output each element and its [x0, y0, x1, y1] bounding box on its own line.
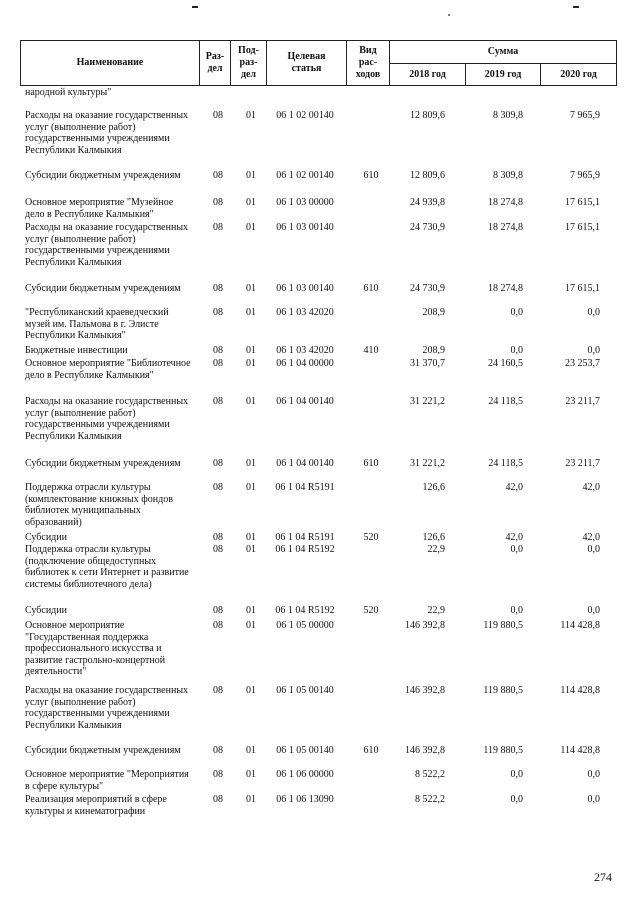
page-number: 274	[594, 870, 612, 884]
row-sum-2018: 22,9	[427, 544, 445, 555]
header-podrazdel: Под- раз- дел	[238, 45, 259, 80]
row-razdel: 08	[213, 794, 223, 805]
row-vid: 610	[363, 745, 379, 756]
header-celevaya: Целевая статья	[287, 51, 326, 74]
row-celevaya: 06 1 03 00140	[276, 283, 334, 294]
row-sum-2019: 42,0	[505, 532, 523, 543]
row-name: Основное мероприятие "Библиотечное дело в Республике Калмыкия"	[25, 358, 191, 381]
row-sum-2020: 0,0	[587, 345, 600, 356]
row-name: Субсидии бюджетным учреждениям	[25, 170, 181, 181]
row-name: Субсидии бюджетным учреждениям	[25, 458, 181, 469]
row-razdel: 08	[213, 222, 223, 233]
row-sum-2019: 119 880,5	[483, 620, 523, 631]
row-podrazdel: 01	[246, 745, 256, 756]
row-razdel: 08	[213, 358, 223, 369]
row-name: Расходы на оказание государственных услуг (выполнение работ) государственными учреждениями Республики Калмыкия	[25, 110, 189, 156]
row-sum-2018: 12 809,6	[410, 110, 445, 121]
row-sum-2018: 8 522,2	[415, 769, 445, 780]
row-podrazdel: 01	[246, 620, 256, 631]
row-sum-2019: 18 274,8	[488, 283, 523, 294]
row-podrazdel: 01	[246, 794, 256, 805]
row-celevaya: 06 1 04 R5192	[275, 605, 335, 616]
row-celevaya: 06 1 02 00140	[276, 170, 334, 181]
row-razdel: 08	[213, 605, 223, 616]
row-podrazdel: 01	[246, 307, 256, 318]
row-podrazdel: 01	[246, 605, 256, 616]
row-sum-2018: 24 730,9	[410, 222, 445, 233]
row-celevaya: 06 1 04 00140	[276, 458, 334, 469]
row-podrazdel: 01	[246, 345, 256, 356]
row-sum-2020: 42,0	[582, 482, 600, 493]
row-name: Субсидии бюджетным учреждениям	[25, 745, 181, 756]
row-name: Бюджетные инвестиции	[25, 345, 128, 356]
row-sum-2018: 24 730,9	[410, 283, 445, 294]
row-sum-2020: 0,0	[587, 605, 600, 616]
top-mark-left	[192, 6, 198, 8]
row-sum-2020: 23 211,7	[565, 458, 600, 469]
row-name: народной культуры"	[25, 87, 112, 98]
row-sum-2019: 0,0	[510, 544, 523, 555]
row-sum-2020: 114 428,8	[560, 620, 600, 631]
row-sum-2018: 31 221,2	[410, 396, 445, 407]
row-sum-2019: 24 160,5	[488, 358, 523, 369]
header-summa: Сумма	[487, 46, 519, 57]
row-celevaya: 06 1 04 R5191	[275, 532, 335, 543]
row-podrazdel: 01	[246, 222, 256, 233]
row-sum-2020: 17 615,1	[565, 283, 600, 294]
row-vid: 610	[363, 170, 379, 181]
row-podrazdel: 01	[246, 396, 256, 407]
row-sum-2018: 126,6	[422, 532, 445, 543]
table-header	[20, 40, 617, 86]
row-celevaya: 06 1 06 00000	[276, 769, 334, 780]
row-razdel: 08	[213, 532, 223, 543]
row-sum-2020: 42,0	[582, 532, 600, 543]
header-2018: 2018 год	[409, 68, 446, 80]
row-sum-2019: 119 880,5	[483, 685, 523, 696]
row-vid: 520	[363, 605, 379, 616]
row-razdel: 08	[213, 458, 223, 469]
row-sum-2020: 23 211,7	[565, 396, 600, 407]
row-vid: 610	[363, 458, 379, 469]
row-celevaya: 06 1 04 R5191	[275, 482, 335, 493]
row-celevaya: 06 1 03 42020	[276, 307, 334, 318]
row-podrazdel: 01	[246, 544, 256, 555]
row-sum-2019: 18 274,8	[488, 197, 523, 208]
row-razdel: 08	[213, 745, 223, 756]
row-name: Субсидии бюджетным учреждениям	[25, 283, 181, 294]
row-name: Реализация мероприятий в сфере культуры и кинематографии	[25, 794, 167, 817]
row-razdel: 08	[213, 110, 223, 121]
row-sum-2018: 146 392,8	[405, 685, 445, 696]
row-name: Поддержка отрасли культуры (подключение общедоступных библиотек к сети Интернет и развитие системы библиотечного дела)	[25, 544, 189, 590]
row-razdel: 08	[213, 620, 223, 631]
row-sum-2020: 0,0	[587, 769, 600, 780]
row-razdel: 08	[213, 170, 223, 181]
row-celevaya: 06 1 05 00000	[276, 620, 334, 631]
row-podrazdel: 01	[246, 532, 256, 543]
header-vid: Вид рас- ходов	[355, 45, 381, 80]
row-sum-2018: 208,9	[422, 345, 445, 356]
row-sum-2020: 17 615,1	[565, 222, 600, 233]
row-razdel: 08	[213, 345, 223, 356]
row-sum-2020: 7 965,9	[570, 170, 600, 181]
row-name: Расходы на оказание государственных услуг (выполнение работ) государственными учреждениями Республики Калмыкия	[25, 685, 189, 731]
row-sum-2018: 31 221,2	[410, 458, 445, 469]
row-celevaya: 06 1 04 R5192	[275, 544, 335, 555]
row-celevaya: 06 1 04 00140	[276, 396, 334, 407]
row-sum-2020: 7 965,9	[570, 110, 600, 121]
row-podrazdel: 01	[246, 358, 256, 369]
row-name: Расходы на оказание государственных услуг (выполнение работ) государственными учреждениями Республики Калмыкия	[25, 222, 189, 268]
top-mark-right	[573, 6, 579, 8]
row-sum-2018: 146 392,8	[405, 745, 445, 756]
row-sum-2019: 42,0	[505, 482, 523, 493]
row-celevaya: 06 1 05 00140	[276, 745, 334, 756]
row-razdel: 08	[213, 283, 223, 294]
row-sum-2019: 0,0	[510, 605, 523, 616]
row-razdel: 08	[213, 307, 223, 318]
row-podrazdel: 01	[246, 170, 256, 181]
row-sum-2018: 31 370,7	[410, 358, 445, 369]
row-sum-2019: 8 309,8	[493, 110, 523, 121]
row-name: Расходы на оказание государственных услуг (выполнение работ) государственными учреждениями Республики Калмыкия	[25, 396, 189, 442]
row-sum-2019: 119 880,5	[483, 745, 523, 756]
row-celevaya: 06 1 03 00140	[276, 222, 334, 233]
row-podrazdel: 01	[246, 110, 256, 121]
header-2020: 2020 год	[560, 68, 597, 80]
row-sum-2019: 24 118,5	[488, 458, 523, 469]
row-celevaya: 06 1 03 00000	[276, 197, 334, 208]
row-sum-2020: 23 253,7	[565, 358, 600, 369]
row-sum-2020: 0,0	[587, 307, 600, 318]
row-sum-2019: 8 309,8	[493, 170, 523, 181]
row-sum-2018: 22,9	[427, 605, 445, 616]
row-celevaya: 06 1 03 42020	[276, 345, 334, 356]
row-sum-2018: 8 522,2	[415, 794, 445, 805]
header-naim: Наименование	[76, 57, 144, 68]
row-razdel: 08	[213, 396, 223, 407]
row-sum-2018: 12 809,6	[410, 170, 445, 181]
row-name: Основное мероприятие "Мероприятия в сфере культуры"	[25, 769, 189, 792]
row-razdel: 08	[213, 197, 223, 208]
row-podrazdel: 01	[246, 197, 256, 208]
row-razdel: 08	[213, 544, 223, 555]
row-sum-2019: 0,0	[510, 769, 523, 780]
top-dot	[448, 14, 450, 16]
row-sum-2020: 0,0	[587, 544, 600, 555]
row-sum-2020: 114 428,8	[560, 745, 600, 756]
row-podrazdel: 01	[246, 458, 256, 469]
row-celevaya: 06 1 02 00140	[276, 110, 334, 121]
row-sum-2018: 126,6	[422, 482, 445, 493]
row-razdel: 08	[213, 685, 223, 696]
row-name: "Республиканский краеведческий музей им. Пальмова в г. Элисте Республики Калмыкия"	[25, 307, 169, 341]
row-sum-2018: 208,9	[422, 307, 445, 318]
row-sum-2019: 24 118,5	[488, 396, 523, 407]
row-celevaya: 06 1 04 00000	[276, 358, 334, 369]
row-name: Основное мероприятие "Музейное дело в Республике Калмыкия"	[25, 197, 174, 220]
row-sum-2018: 146 392,8	[405, 620, 445, 631]
row-vid: 610	[363, 283, 379, 294]
row-sum-2020: 114 428,8	[560, 685, 600, 696]
row-name: Субсидии	[25, 532, 67, 543]
row-podrazdel: 01	[246, 685, 256, 696]
row-sum-2019: 0,0	[510, 307, 523, 318]
row-sum-2020: 0,0	[587, 794, 600, 805]
row-name: Поддержка отрасли культуры (комплектование книжных фондов библиотек муниципальных образований)	[25, 482, 173, 528]
row-sum-2019: 0,0	[510, 794, 523, 805]
row-razdel: 08	[213, 482, 223, 493]
row-sum-2018: 24 939,8	[410, 197, 445, 208]
row-vid: 410	[363, 345, 379, 356]
row-celevaya: 06 1 06 13090	[276, 794, 334, 805]
row-podrazdel: 01	[246, 482, 256, 493]
row-celevaya: 06 1 05 00140	[276, 685, 334, 696]
row-sum-2020: 17 615,1	[565, 197, 600, 208]
row-podrazdel: 01	[246, 283, 256, 294]
row-vid: 520	[363, 532, 379, 543]
row-razdel: 08	[213, 769, 223, 780]
row-name: Основное мероприятие "Государственная поддержка профессионального искусства и развитие гастрольно-концертной деятельности"	[25, 620, 166, 677]
row-podrazdel: 01	[246, 769, 256, 780]
header-razdel: Раз- дел	[205, 51, 225, 74]
row-sum-2019: 0,0	[510, 345, 523, 356]
row-name: Субсидии	[25, 605, 67, 616]
header-2019: 2019 год	[484, 68, 522, 80]
row-sum-2019: 18 274,8	[488, 222, 523, 233]
